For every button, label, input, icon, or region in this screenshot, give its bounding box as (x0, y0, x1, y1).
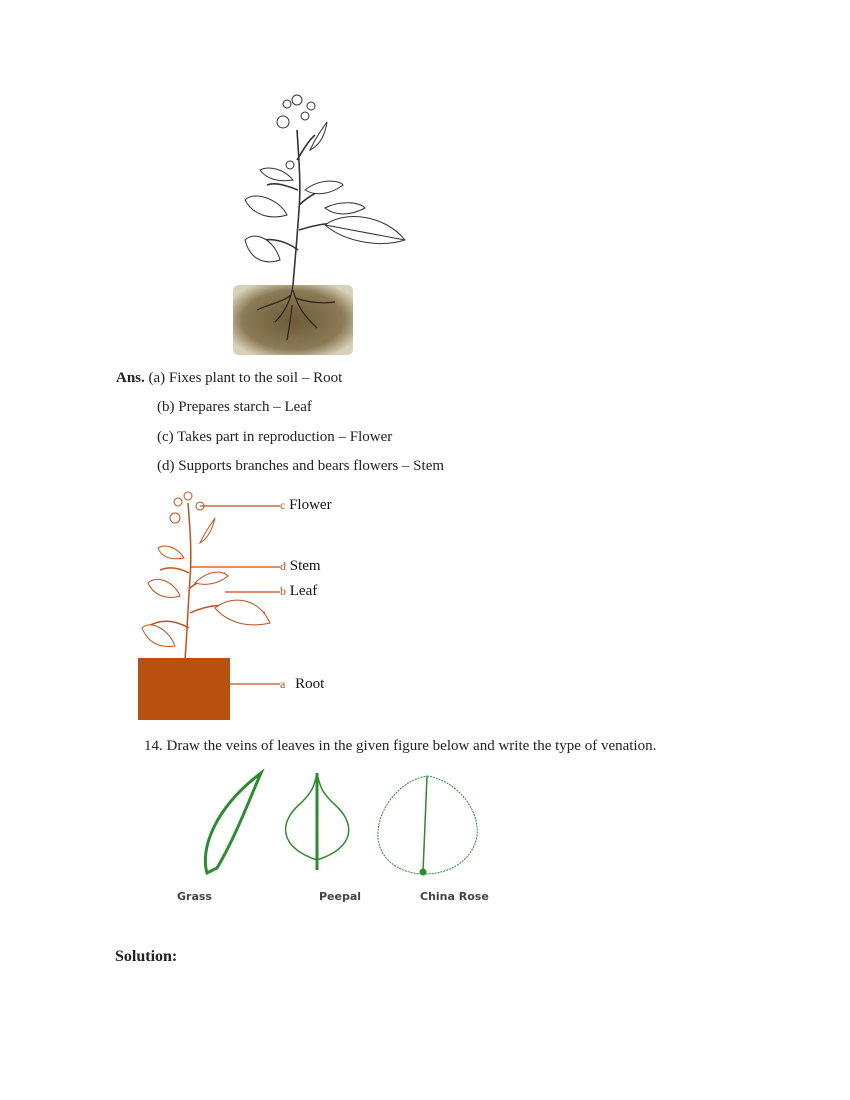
answer-item-d: (d) Supports branches and bears flowers – Stem (157, 458, 445, 474)
solution-label: Solution: (115, 948, 178, 965)
question-14: 14. Draw the veins of leaves in the given figure below and write the type of venation. (144, 738, 657, 754)
answer-item-c: (c) Takes part in reproduction – Flower (157, 429, 393, 445)
answer-item-b: (b) Prepares starch – Leaf (157, 399, 312, 415)
leaf-caption-grass: Grass (177, 890, 212, 903)
grass-leaf (205, 773, 261, 873)
label-text-flower: Flower (289, 497, 332, 513)
label-text-leaf: Leaf (289, 583, 318, 599)
label-text-root: Root (295, 676, 325, 692)
leaf-caption-china-rose: China Rose (420, 890, 489, 903)
labeled-plant-figure (130, 488, 360, 728)
label-text-stem: Stem (289, 558, 321, 574)
label-letter-c: c (280, 498, 286, 512)
label-leaf (280, 583, 317, 600)
label-letter-a: a (280, 677, 286, 691)
peepal-leaf (286, 773, 349, 870)
label-root (280, 676, 324, 693)
leaf-caption-peepal: Peepal (319, 890, 362, 903)
leaves-figure (195, 768, 495, 883)
label-letter-d: d (280, 559, 286, 573)
answer-line-a (116, 369, 342, 387)
answer-item-a: (a) Fixes plant to the soil – Root (148, 370, 343, 386)
labeled-soil (138, 658, 230, 720)
label-letter-b: b (280, 584, 286, 598)
answer-label: Ans. (116, 370, 145, 386)
china-rose-leaf (378, 776, 477, 875)
plant-figure (225, 90, 415, 360)
label-flower (280, 497, 332, 514)
label-stem (280, 558, 321, 575)
soil (233, 285, 353, 355)
